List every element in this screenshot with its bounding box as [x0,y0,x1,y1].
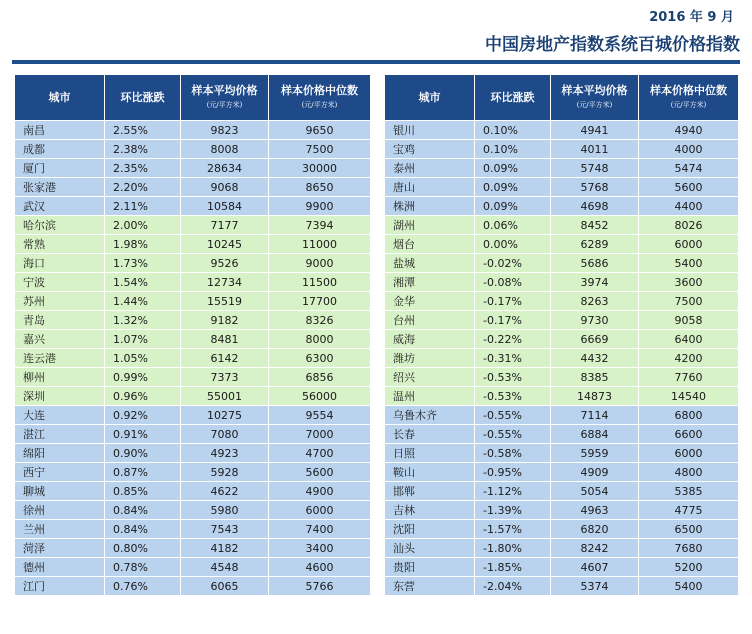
column-gap [371,178,385,197]
column-header-median-price [639,75,739,121]
column-gap [371,501,385,520]
cell-change: 0.91% [105,425,181,444]
cell-city: 温州 [385,387,475,406]
column-header-change: 环比涨跌 [475,75,551,121]
cell-median: 8026 [639,216,739,235]
cell-avg: 5748 [551,159,639,178]
cell-median: 4900 [269,482,371,501]
cell-city: 深圳 [15,387,105,406]
cell-median: 4700 [269,444,371,463]
cell-avg: 7080 [181,425,269,444]
cell-city: 厦门 [15,159,105,178]
cell-avg: 6669 [551,330,639,349]
cell-median: 11000 [269,235,371,254]
cell-city: 大连 [15,406,105,425]
cell-median: 7000 [269,425,371,444]
cell-change: 0.09% [475,159,551,178]
cell-city: 张家港 [15,178,105,197]
cell-median: 8000 [269,330,371,349]
cell-change: -0.17% [475,292,551,311]
table-header-row [15,75,739,121]
column-gap [371,235,385,254]
cell-city: 南昌 [15,121,105,140]
cell-median: 6500 [639,520,739,539]
cell-city: 乌鲁木齐 [385,406,475,425]
cell-city: 连云港 [15,349,105,368]
table-row [15,121,739,140]
cell-median: 6800 [639,406,739,425]
table-row [15,273,739,292]
column-gap [371,159,385,178]
cell-median: 5400 [639,577,739,596]
cell-change: 1.73% [105,254,181,273]
table-row [15,520,739,539]
cell-change: 1.05% [105,349,181,368]
cell-median: 30000 [269,159,371,178]
cell-change: -0.53% [475,387,551,406]
cell-median: 5474 [639,159,739,178]
cell-city: 银川 [385,121,475,140]
table-row [15,463,739,482]
cell-change: -0.08% [475,273,551,292]
cell-city: 嘉兴 [15,330,105,349]
cell-change: 0.10% [475,140,551,159]
cell-median: 5400 [639,254,739,273]
column-gap [371,311,385,330]
cell-change: -1.85% [475,558,551,577]
table-row [15,482,739,501]
cell-median: 4000 [639,140,739,159]
cell-city: 宝鸡 [385,140,475,159]
column-gap [371,368,385,387]
cell-change: 0.85% [105,482,181,501]
cell-median: 4200 [639,349,739,368]
cell-median: 6000 [639,444,739,463]
cell-avg: 4698 [551,197,639,216]
cell-city: 沈阳 [385,520,475,539]
cell-median: 9650 [269,121,371,140]
median-price-unit: (元/平方米) [301,100,338,109]
cell-city: 邯郸 [385,482,475,501]
cell-avg: 8242 [551,539,639,558]
cell-median: 5600 [269,463,371,482]
cell-median: 6300 [269,349,371,368]
table-row [15,292,739,311]
column-header-avg-price [551,75,639,121]
cell-change: -0.22% [475,330,551,349]
cell-city: 绍兴 [385,368,475,387]
column-header-city: 城市 [385,75,475,121]
cell-change: 0.80% [105,539,181,558]
cell-avg: 4182 [181,539,269,558]
cell-city: 青岛 [15,311,105,330]
median-price-label: 样本价格中位数 [281,83,358,97]
cell-median: 5766 [269,577,371,596]
avg-price-unit: (元/平方米) [576,100,613,109]
cell-change: -1.57% [475,520,551,539]
cell-avg: 7543 [181,520,269,539]
cell-change: -2.04% [475,577,551,596]
table-body [15,121,739,596]
table-row [15,406,739,425]
column-gap [371,482,385,501]
cell-avg: 14873 [551,387,639,406]
cell-change: 2.38% [105,140,181,159]
table-row [15,387,739,406]
cell-change: -1.12% [475,482,551,501]
cell-city: 泰州 [385,159,475,178]
cell-avg: 6820 [551,520,639,539]
column-header-city: 城市 [15,75,105,121]
cell-median: 5600 [639,178,739,197]
column-gap [371,539,385,558]
cell-change: -0.55% [475,425,551,444]
cell-avg: 5959 [551,444,639,463]
cell-avg: 10275 [181,406,269,425]
cell-city: 徐州 [15,501,105,520]
cell-city: 金华 [385,292,475,311]
cell-change: 0.84% [105,501,181,520]
cell-city: 湖州 [385,216,475,235]
column-gap [371,425,385,444]
column-header-change: 环比涨跌 [105,75,181,121]
cell-avg: 7177 [181,216,269,235]
table-row [15,501,739,520]
cell-avg: 9823 [181,121,269,140]
cell-median: 14540 [639,387,739,406]
cell-city: 武汉 [15,197,105,216]
cell-avg: 4963 [551,501,639,520]
cell-change: 0.76% [105,577,181,596]
cell-median: 7400 [269,520,371,539]
column-gap [371,463,385,482]
cell-change: -1.39% [475,501,551,520]
cell-change: 0.87% [105,463,181,482]
median-price-unit: (元/平方米) [670,100,707,109]
cell-change: 2.20% [105,178,181,197]
cell-avg: 8385 [551,368,639,387]
median-price-label: 样本价格中位数 [650,83,727,97]
cell-avg: 6142 [181,349,269,368]
column-gap [371,558,385,577]
column-gap [371,197,385,216]
cell-city: 贵阳 [385,558,475,577]
cell-avg: 4607 [551,558,639,577]
cell-avg: 4622 [181,482,269,501]
cell-city: 长春 [385,425,475,444]
column-gap [371,254,385,273]
cell-median: 4775 [639,501,739,520]
cell-median: 4940 [639,121,739,140]
cell-city: 菏泽 [15,539,105,558]
cell-avg: 9730 [551,311,639,330]
cell-change: -0.31% [475,349,551,368]
table-row [15,539,739,558]
cell-city: 湘潭 [385,273,475,292]
column-header-median-price [269,75,371,121]
column-gap [371,216,385,235]
cell-city: 吉林 [385,501,475,520]
cell-city: 台州 [385,311,475,330]
cell-median: 7760 [639,368,739,387]
cell-avg: 5980 [181,501,269,520]
column-gap [371,140,385,159]
table-row [15,216,739,235]
cell-median: 5385 [639,482,739,501]
cell-city: 江门 [15,577,105,596]
cell-median: 56000 [269,387,371,406]
table-row [15,311,739,330]
cell-change: 0.09% [475,197,551,216]
cell-median: 9000 [269,254,371,273]
cell-avg: 4011 [551,140,639,159]
cell-avg: 7373 [181,368,269,387]
cell-median: 11500 [269,273,371,292]
table-row [15,330,739,349]
cell-change: 0.10% [475,121,551,140]
cell-change: -0.17% [475,311,551,330]
cell-change: 0.84% [105,520,181,539]
column-gap [371,520,385,539]
column-gap [371,577,385,596]
cell-city: 鞍山 [385,463,475,482]
cell-median: 3600 [639,273,739,292]
cell-avg: 8008 [181,140,269,159]
avg-price-label: 样本平均价格 [191,83,258,97]
cell-change: 0.78% [105,558,181,577]
cell-median: 7680 [639,539,739,558]
cell-median: 4800 [639,463,739,482]
cell-change: 2.55% [105,121,181,140]
cell-change: 1.07% [105,330,181,349]
cell-avg: 55001 [181,387,269,406]
cell-change: -0.95% [475,463,551,482]
table-row [15,577,739,596]
cell-avg: 5768 [551,178,639,197]
table-row [15,444,739,463]
cell-city: 聊城 [15,482,105,501]
cell-change: 0.99% [105,368,181,387]
column-gap [371,273,385,292]
avg-price-unit: (元/平方米) [206,100,243,109]
table-row [15,425,739,444]
cell-city: 宁波 [15,273,105,292]
cell-change: -0.02% [475,254,551,273]
cell-change: 2.00% [105,216,181,235]
table-row [15,368,739,387]
cell-city: 潍坊 [385,349,475,368]
cell-median: 8650 [269,178,371,197]
cell-avg: 28634 [181,159,269,178]
table-row [15,349,739,368]
cell-change: 0.96% [105,387,181,406]
cell-median: 9900 [269,197,371,216]
cell-avg: 8452 [551,216,639,235]
cell-city: 常熟 [15,235,105,254]
cell-avg: 6884 [551,425,639,444]
cell-avg: 7114 [551,406,639,425]
cell-city: 汕头 [385,539,475,558]
cell-city: 苏州 [15,292,105,311]
cell-change: 0.09% [475,178,551,197]
column-header-avg-price [181,75,269,121]
cell-avg: 15519 [181,292,269,311]
cell-change: 1.98% [105,235,181,254]
cell-change: -0.55% [475,406,551,425]
cell-avg: 4941 [551,121,639,140]
cell-city: 唐山 [385,178,475,197]
report-date: 2016 年 9 月 [649,10,734,25]
cell-median: 9554 [269,406,371,425]
cell-change: 0.06% [475,216,551,235]
cell-city: 烟台 [385,235,475,254]
cell-median: 6000 [269,501,371,520]
cell-change: 2.11% [105,197,181,216]
cell-median: 6000 [639,235,739,254]
cell-avg: 8263 [551,292,639,311]
cell-median: 7500 [269,140,371,159]
column-gap [371,349,385,368]
table-row [15,197,739,216]
cell-avg: 12734 [181,273,269,292]
cell-median: 6856 [269,368,371,387]
cell-change: 0.00% [475,235,551,254]
cell-avg: 10584 [181,197,269,216]
cell-median: 7500 [639,292,739,311]
cell-city: 哈尔滨 [15,216,105,235]
cell-median: 3400 [269,539,371,558]
table-row [15,254,739,273]
cell-city: 海口 [15,254,105,273]
cell-change: 1.32% [105,311,181,330]
cell-avg: 5686 [551,254,639,273]
cell-avg: 4548 [181,558,269,577]
cell-avg: 10245 [181,235,269,254]
cell-city: 株洲 [385,197,475,216]
cell-city: 湛江 [15,425,105,444]
cell-median: 6400 [639,330,739,349]
cell-avg: 3974 [551,273,639,292]
column-gap [371,406,385,425]
table-row [15,235,739,254]
column-gap [371,444,385,463]
cell-median: 6600 [639,425,739,444]
cell-city: 西宁 [15,463,105,482]
cell-avg: 6289 [551,235,639,254]
cell-city: 德州 [15,558,105,577]
cell-median: 5200 [639,558,739,577]
table-row [15,140,739,159]
cell-median: 4600 [269,558,371,577]
cell-avg: 5054 [551,482,639,501]
cell-change: 2.35% [105,159,181,178]
cell-avg: 5374 [551,577,639,596]
page-title: 中国房地产指数系统百城价格指数 [485,35,740,55]
price-index-table [14,74,739,596]
column-gap [371,387,385,406]
cell-change: 1.44% [105,292,181,311]
cell-change: -0.58% [475,444,551,463]
table-row [15,178,739,197]
cell-city: 日照 [385,444,475,463]
title-divider [12,60,740,64]
cell-city: 东营 [385,577,475,596]
cell-city: 兰州 [15,520,105,539]
cell-city: 成都 [15,140,105,159]
cell-city: 盐城 [385,254,475,273]
cell-median: 9058 [639,311,739,330]
cell-avg: 9182 [181,311,269,330]
column-gap [371,292,385,311]
cell-avg: 8481 [181,330,269,349]
column-gap [371,121,385,140]
cell-change: 0.92% [105,406,181,425]
cell-city: 绵阳 [15,444,105,463]
cell-avg: 4923 [181,444,269,463]
avg-price-label: 样本平均价格 [561,83,628,97]
cell-avg: 4432 [551,349,639,368]
cell-change: -1.80% [475,539,551,558]
cell-median: 4400 [639,197,739,216]
cell-avg: 4909 [551,463,639,482]
cell-city: 柳州 [15,368,105,387]
cell-change: 0.90% [105,444,181,463]
column-gap [371,330,385,349]
cell-city: 威海 [385,330,475,349]
cell-median: 8326 [269,311,371,330]
table-row [15,159,739,178]
cell-median: 17700 [269,292,371,311]
cell-avg: 9526 [181,254,269,273]
cell-avg: 9068 [181,178,269,197]
cell-avg: 5928 [181,463,269,482]
table-row [15,558,739,577]
cell-avg: 6065 [181,577,269,596]
column-gap [371,75,385,121]
cell-change: -0.53% [475,368,551,387]
cell-change: 1.54% [105,273,181,292]
cell-median: 7394 [269,216,371,235]
